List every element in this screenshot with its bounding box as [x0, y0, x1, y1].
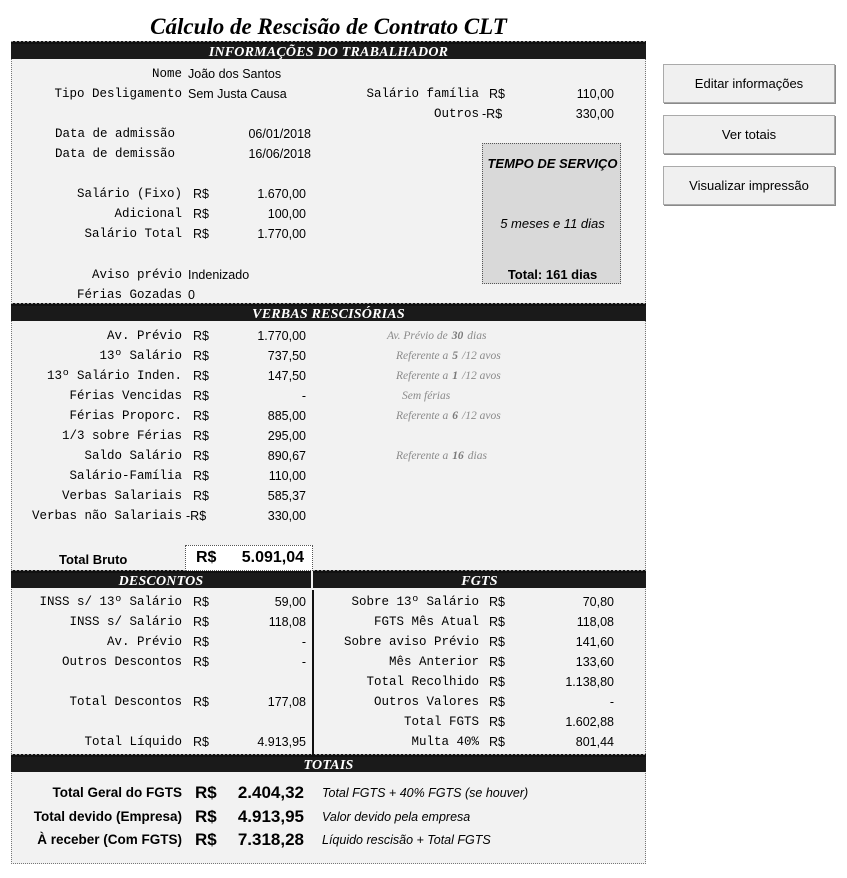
adicional-label: Adicional: [114, 207, 182, 221]
salario-total-currency: R$: [193, 227, 209, 241]
verba-note: [396, 450, 487, 462]
ferias-gozadas-value[interactable]: 0: [188, 288, 195, 302]
fgts-label: Total FGTS: [403, 715, 479, 729]
desconto-value: 59,00: [274, 595, 306, 609]
verba-note-number: 6: [452, 410, 459, 422]
verba-label: Av. Prévio: [106, 329, 182, 343]
section-descontos-header: DESCONTOS: [11, 570, 311, 588]
tempo-servico-duration: 5 meses e 11 dias: [500, 216, 605, 231]
desconto-label: Av. Prévio: [106, 635, 182, 649]
salario-fixo-currency: R$: [193, 187, 209, 201]
desconto-currency: R$: [193, 635, 209, 649]
desconto-label: INSS s/ 13º Salário: [39, 595, 182, 609]
fgts-label: Multa 40%: [411, 735, 479, 749]
verba-note-prefix: Av. Prévio de: [387, 330, 448, 342]
desconto-label: Total Descontos: [69, 695, 182, 709]
verba-currency: R$: [193, 349, 209, 363]
verba-currency: -R$: [186, 509, 207, 523]
verba-currency: R$: [193, 329, 209, 343]
totais-currency: R$: [195, 830, 217, 849]
totais-value: 4.913,95: [237, 807, 304, 826]
salario-total-value: 1.770,00: [257, 227, 306, 241]
total-bruto-value: 5.091,04: [241, 549, 304, 566]
verba-note: [396, 350, 501, 362]
totais-description: Líquido rescisão + Total FGTS: [322, 833, 491, 847]
fgts-currency: R$: [489, 695, 505, 709]
admissao-value[interactable]: 06/01/2018: [248, 127, 311, 141]
salario-familia-currency: R$: [489, 87, 505, 101]
fgts-label: Total Recolhido: [366, 675, 479, 689]
desconto-currency: R$: [193, 735, 209, 749]
verba-label: Verbas não Salariais: [31, 509, 182, 523]
verba-label: Verbas Salariais: [61, 489, 182, 503]
desconto-currency: R$: [193, 695, 209, 709]
adicional-currency: R$: [193, 207, 209, 221]
verba-label: 13º Salário Inden.: [46, 369, 182, 383]
verba-value: 110,00: [268, 469, 306, 483]
fgts-currency: R$: [489, 595, 505, 609]
outros-value[interactable]: 330,00: [575, 107, 614, 121]
totais-label: Total devido (Empresa): [33, 809, 182, 824]
salario-familia-label: Salário família: [366, 87, 479, 101]
section-info-header: INFORMAÇÕES DO TRABALHADOR: [11, 41, 646, 59]
ver-totais-button[interactable]: Ver totais: [663, 115, 835, 154]
verba-value: 885,00: [267, 409, 306, 423]
verba-currency: R$: [193, 429, 209, 443]
tempo-servico-total: Total: 161 dias: [507, 267, 598, 282]
salario-fixo-label: Salário (Fixo): [76, 187, 182, 201]
verba-currency: R$: [193, 449, 209, 463]
desconto-value: -: [301, 655, 306, 669]
verba-note-prefix: Referente a: [396, 370, 449, 382]
section-fgts-header: FGTS: [313, 570, 646, 588]
totais-label: Total Geral do FGTS: [52, 785, 182, 800]
verba-note-suffix: dias: [467, 450, 487, 462]
tipo-desligamento-label: Tipo Desligamento: [54, 87, 182, 101]
totais-description: Total FGTS + 40% FGTS (se houver): [322, 786, 529, 800]
verba-note: [387, 330, 486, 342]
verba-note-number: 16: [452, 450, 464, 462]
verba-note: [396, 370, 501, 382]
verba-note: [402, 390, 450, 402]
visualizar-impressao-button[interactable]: Visualizar impressão: [663, 166, 835, 205]
verba-label: 1/3 sobre Férias: [61, 429, 182, 443]
fgts-value: 118,08: [576, 615, 614, 629]
fgts-currency: R$: [489, 715, 505, 729]
totais-currency: R$: [195, 783, 217, 802]
verba-label: Salário-Família: [69, 469, 182, 483]
desconto-value: 177,08: [267, 695, 306, 709]
totais-description: Valor devido pela empresa: [322, 810, 471, 824]
fgts-label: Outros Valores: [373, 695, 479, 709]
verba-note-prefix: Referente a: [396, 410, 449, 422]
admissao-label: Data de admissão: [55, 127, 176, 141]
verba-note-number: 30: [451, 330, 464, 342]
adicional-value[interactable]: 100,00: [267, 207, 306, 221]
verba-value: 147,50: [267, 369, 306, 383]
fgts-label: Sobre aviso Prévio: [343, 635, 479, 649]
verba-value: 585,37: [267, 489, 306, 503]
aviso-previo-label: Aviso prévio: [91, 268, 182, 282]
totais-value: 7.318,28: [237, 830, 304, 849]
editar-informacoes-button[interactable]: Editar informações: [663, 64, 835, 103]
salario-total-label: Salário Total: [84, 227, 182, 241]
verba-note-prefix: Referente a: [396, 450, 449, 462]
fgts-currency: R$: [489, 675, 505, 689]
verba-currency: R$: [193, 489, 209, 503]
desconto-label: Outros Descontos: [61, 655, 182, 669]
fgts-label: FGTS Mês Atual: [373, 615, 479, 629]
total-bruto-label: Total Bruto: [59, 552, 128, 567]
verba-currency: R$: [193, 369, 209, 383]
verba-currency: R$: [193, 409, 209, 423]
desconto-value: 4.913,95: [257, 735, 306, 749]
tempo-servico-title: TEMPO DE SERVIÇO: [487, 156, 618, 171]
verba-note-prefix: Sem férias: [402, 390, 451, 402]
verba-value: 330,00: [267, 509, 306, 523]
verba-label: Férias Proporc.: [69, 409, 182, 423]
nome-value[interactable]: João dos Santos: [188, 67, 282, 81]
fgts-currency: R$: [489, 735, 505, 749]
desconto-currency: R$: [193, 615, 209, 629]
tempo-servico-box: [482, 143, 621, 284]
verba-note-suffix: dias: [467, 330, 487, 342]
verba-value: 1.770,00: [257, 329, 306, 343]
fgts-value: 1.138,80: [565, 675, 614, 689]
fgts-currency: R$: [489, 635, 505, 649]
column-divider: [312, 590, 314, 755]
desconto-value: 118,08: [268, 615, 306, 629]
verba-note-suffix: /12 avos: [462, 370, 501, 382]
fgts-value: 801,44: [575, 735, 614, 749]
verba-value: 737,50: [267, 349, 306, 363]
fgts-value: 141,60: [575, 635, 614, 649]
fgts-label: Mês Anterior: [388, 655, 479, 669]
totais-currency: R$: [195, 807, 217, 826]
totais-label: À receber (Com FGTS): [37, 832, 182, 847]
verba-value: 890,67: [267, 449, 306, 463]
fgts-currency: R$: [489, 615, 505, 629]
desconto-currency: R$: [193, 595, 209, 609]
page-title: Cálculo de Rescisão de Contrato CLT: [11, 11, 646, 41]
aviso-previo-value[interactable]: Indenizado: [188, 268, 250, 282]
section-totais-header: TOTAIS: [11, 754, 646, 772]
verba-label: Férias Vencidas: [69, 389, 182, 403]
verba-label: Saldo Salário: [84, 449, 182, 463]
verba-label: 13º Salário: [99, 349, 182, 363]
total-bruto-currency: R$: [196, 549, 217, 566]
fgts-currency: R$: [489, 655, 505, 669]
salario-fixo-value[interactable]: 1.670,00: [257, 187, 306, 201]
fgts-label: Sobre 13º Salário: [351, 595, 479, 609]
fgts-value: 133,60: [575, 655, 614, 669]
verba-value: 295,00: [267, 429, 306, 443]
verba-currency: R$: [193, 469, 209, 483]
section-verbas-header: VERBAS RESCISÓRIAS: [11, 303, 646, 321]
verba-note-number: 5: [452, 350, 459, 362]
desconto-currency: R$: [193, 655, 209, 669]
total-bruto-box: [185, 545, 313, 571]
verba-value: -: [301, 389, 306, 403]
verba-note: [396, 410, 501, 422]
nome-label: Nome: [151, 67, 182, 81]
tipo-desligamento-value[interactable]: Sem Justa Causa: [188, 87, 287, 101]
verba-note-prefix: Referente a: [396, 350, 449, 362]
demissao-value[interactable]: 16/06/2018: [248, 147, 311, 161]
fgts-value: 70,80: [582, 595, 614, 609]
salario-familia-value[interactable]: 110,00: [576, 87, 614, 101]
verba-note-suffix: /12 avos: [462, 350, 501, 362]
outros-currency: -R$: [482, 107, 503, 121]
verba-note-number: 1: [452, 370, 459, 382]
verba-note-suffix: /12 avos: [462, 410, 501, 422]
ferias-gozadas-label: Férias Gozadas: [76, 288, 182, 302]
outros-label: Outros: [433, 107, 479, 121]
fgts-value: -: [609, 695, 614, 709]
desconto-value: -: [301, 635, 306, 649]
desconto-label: INSS s/ Salário: [69, 615, 182, 629]
verba-currency: R$: [193, 389, 209, 403]
fgts-value: 1.602,88: [565, 715, 614, 729]
totais-value: 2.404,32: [237, 783, 304, 802]
desconto-label: Total Líquido: [84, 735, 182, 749]
demissao-label: Data de demissão: [55, 147, 176, 161]
